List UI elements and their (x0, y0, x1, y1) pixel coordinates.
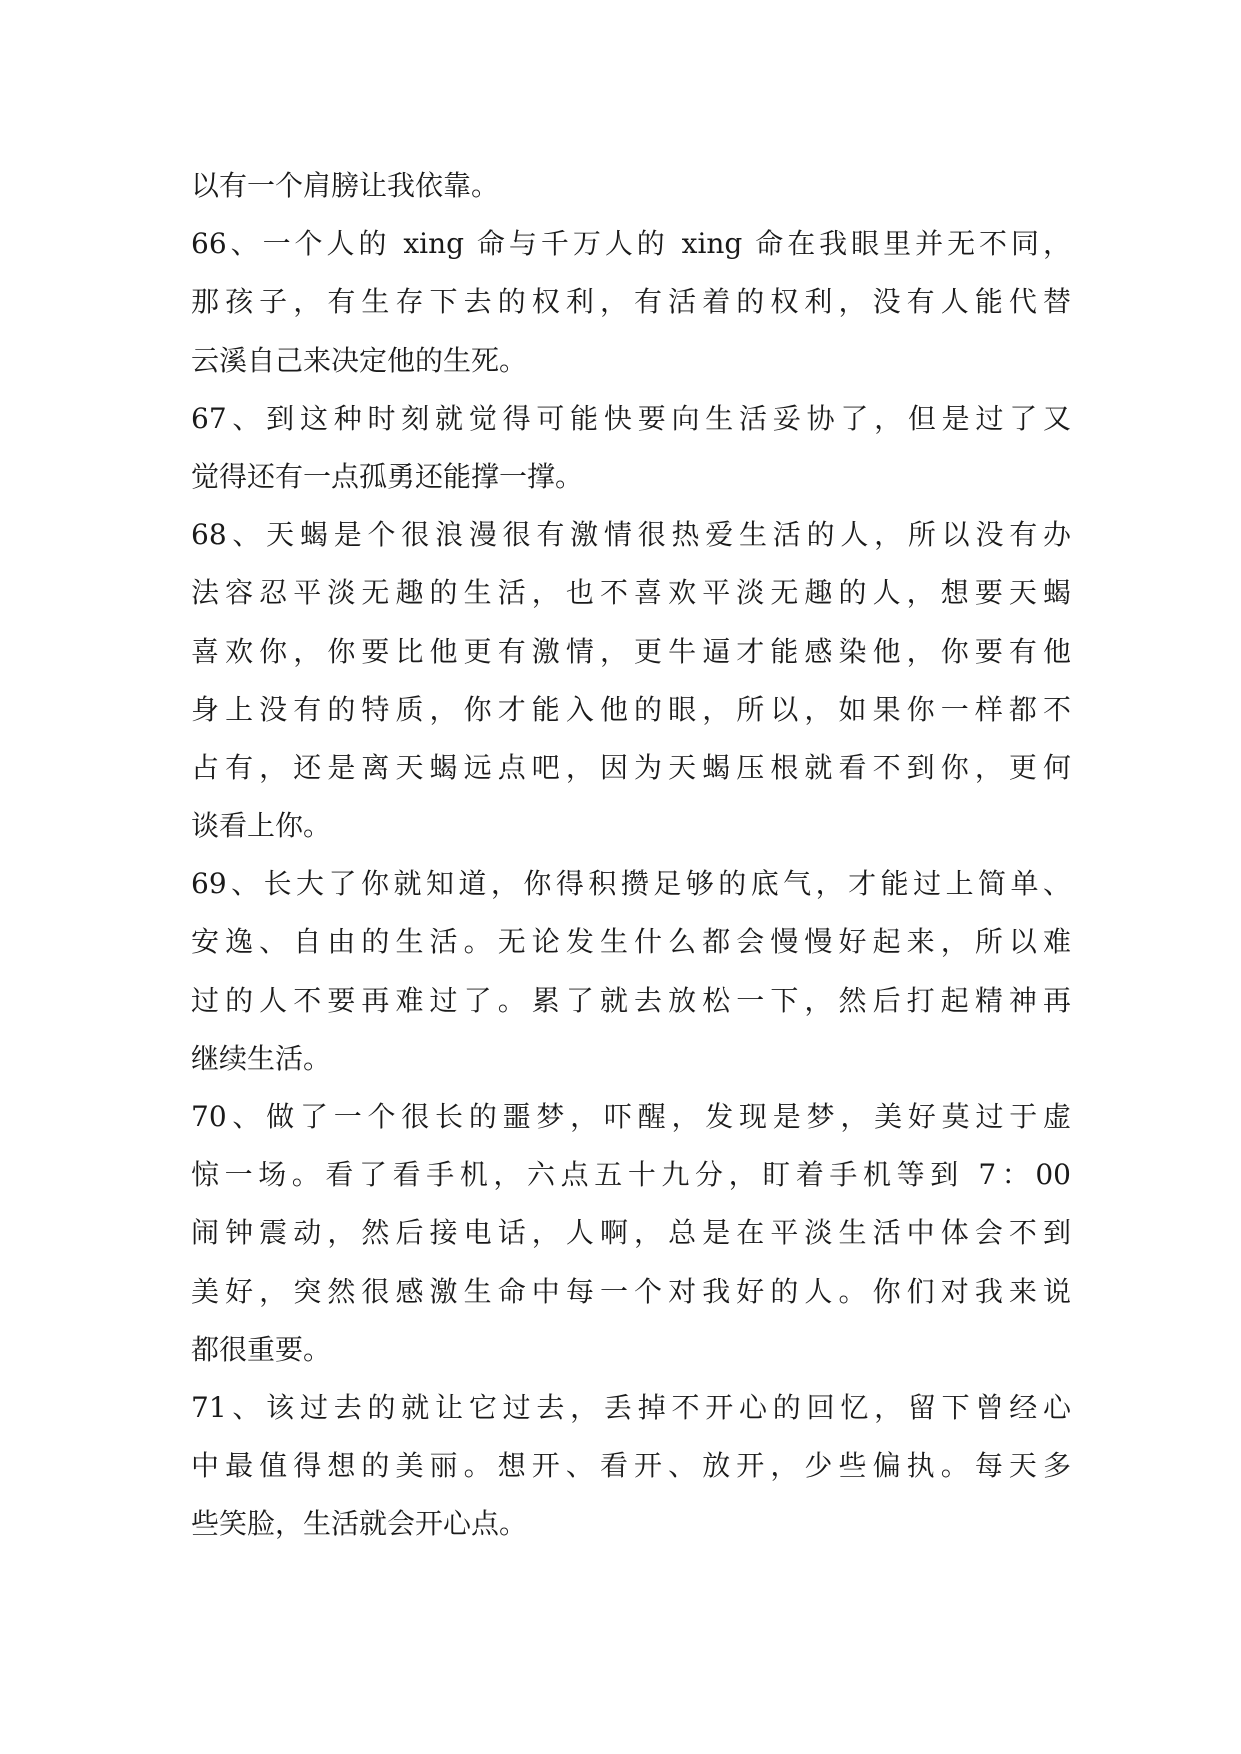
text-line: 69、长大了你就知道，你得积攒足够的底气，才能过上简单、 (191, 867, 1071, 901)
paragraph (191, 157, 1071, 215)
text-line: 法容忍平淡无趣的生活，也不喜欢平淡无趣的人，想要天蝎 (191, 576, 1071, 610)
text-line: 过的人不要再难过了。累了就去放松一下，然后打起精神再 (191, 983, 1071, 1017)
text-line: 70、做了一个很长的噩梦，吓醒，发现是梦，美好莫过于虚 (191, 1100, 1071, 1133)
text-line: 继续生活。 (191, 1041, 332, 1075)
paragraph (191, 1088, 1071, 1379)
paragraph (191, 855, 1071, 1088)
text-line: 中最值得想的美丽。想开、看开、放开，少些偏执。每天多 (191, 1449, 1071, 1483)
text-line: 惊一场。看了看手机，六点五十九分，盯着手机等到 7：00 (191, 1158, 1071, 1192)
text-line: 喜欢你，你要比他更有激情，更牛逼才能感染他，你要有他 (191, 634, 1071, 668)
text-line: 都很重要。 (191, 1332, 332, 1366)
text-line: 身上没有的特质，你才能入他的眼，所以，如果你一样都不 (191, 692, 1071, 726)
text-line: 云溪自己来决定他的生死。 (191, 343, 528, 377)
text-line: 美好，突然很感激生命中每一个对我好的人。你们对我来说 (191, 1274, 1071, 1308)
text-line: 占有，还是离天蝎远点吧，因为天蝎压根就看不到你，更何 (191, 750, 1071, 784)
paragraph (191, 215, 1071, 390)
text-line: 安逸、自由的生活。无论发生什么都会慢慢好起来，所以难 (191, 925, 1071, 959)
text-line: 68、天蝎是个很浪漫很有激情很热爱生活的人，所以没有办 (191, 518, 1071, 552)
paragraph (191, 390, 1071, 506)
paragraph (191, 506, 1071, 855)
text-line: 以有一个肩膀让我依靠。 (191, 169, 500, 202)
text-line: 66、一个人的 xing 命与千万人的 xing 命在我眼里并无不同， (191, 227, 1071, 261)
text-line: 67、到这种时刻就觉得可能快要向生活妥协了，但是过了又 (191, 401, 1071, 435)
paragraph (191, 1379, 1071, 1554)
text-line: 闹钟震动，然后接电话，人啊，总是在平淡生活中体会不到 (191, 1216, 1071, 1250)
document-body (191, 157, 1071, 1554)
text-line: 觉得还有一点孤勇还能撑一撑。 (191, 459, 584, 493)
text-line: 那孩子，有生存下去的权利，有活着的权利，没有人能代替 (191, 285, 1071, 319)
text-line: 71、该过去的就让它过去，丢掉不开心的回忆，留下曾经心 (191, 1390, 1071, 1424)
text-line: 些笑脸，生活就会开心点。 (191, 1507, 528, 1541)
text-line: 谈看上你。 (191, 809, 332, 843)
